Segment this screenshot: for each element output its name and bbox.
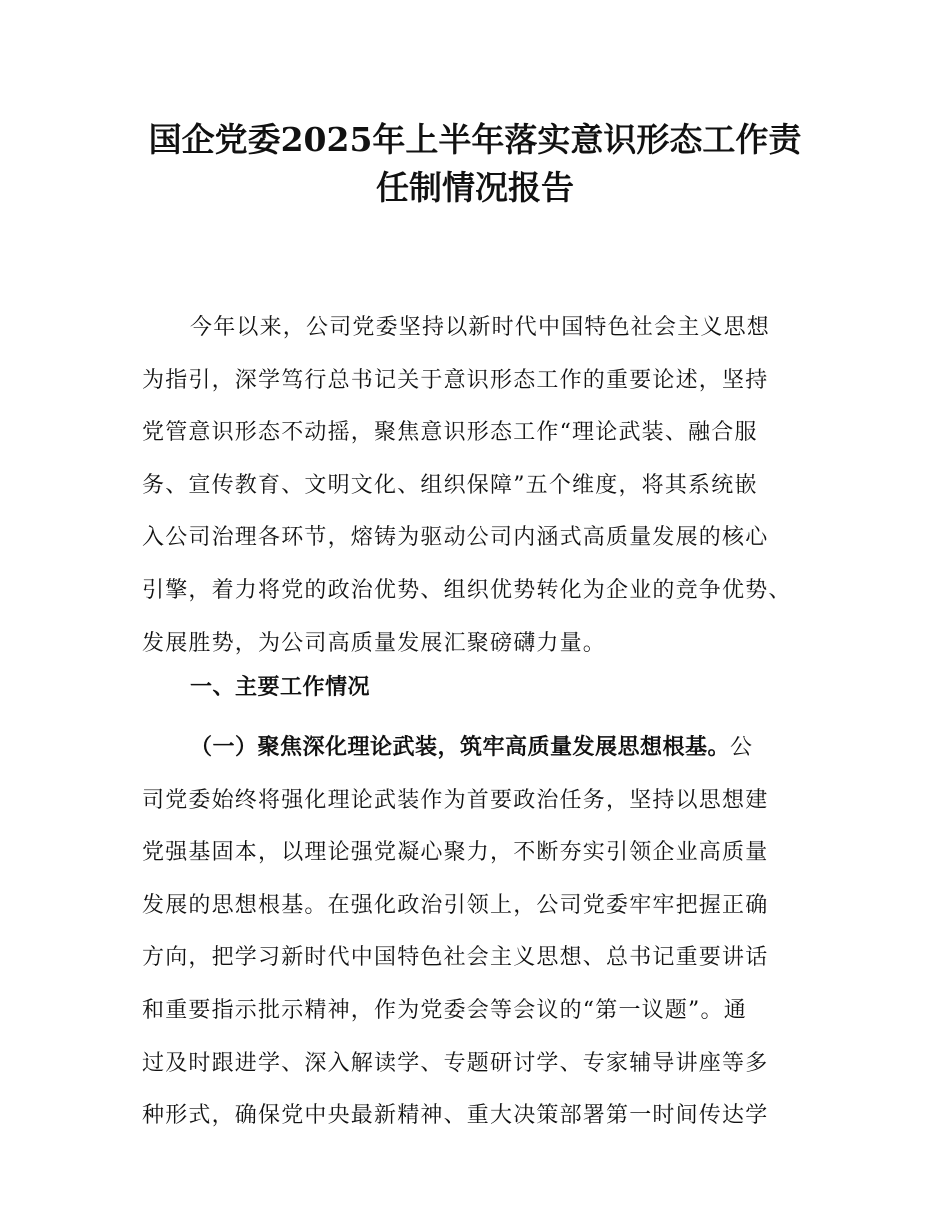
sub1-line: 司党委始终将强化理论武装作为首要政治任务，坚持以思想建: [142, 787, 769, 813]
document-title-line-1: 国企党委2025年上半年落实意识形态工作责: [148, 120, 802, 159]
intro-line: 入公司治理各环节，熔铸为驱动公司内涵式高质量发展的核心: [142, 525, 769, 551]
intro-line: 今年以来，公司党委坚持以新时代中国特色社会主义思想: [190, 315, 771, 340]
intro-line: 为指引，深学笃行总书记关于意识形态工作的重要论述，坚持: [142, 367, 769, 393]
sub1-line: 和重要指示批示精神，作为党委会等会议的“第一议题”。通: [142, 997, 747, 1023]
intro-paragraph: [142, 302, 822, 670]
intro-line: 务、宣传教育、文明文化、组织保障”五个维度，将其系统嵌: [142, 472, 758, 498]
sub1-line: 方向，把学习新时代中国特色社会主义思想、总书记重要讲话: [142, 945, 769, 971]
section-heading: 一、主要工作情况: [190, 675, 371, 700]
document-title-line-2: 任制情况报告: [376, 168, 574, 207]
sub1-line: 发展的思想根基。在强化政治引领上，公司党委牢牢把握正确: [142, 892, 769, 918]
subsection-heading: （一）聚焦深化理论武装，筑牢高质量发展思想根基。: [190, 735, 731, 760]
sub1-line: 种形式，确保党中央最新精神、重大决策部署第一时间传达学: [142, 1103, 769, 1129]
intro-line: 引擎，着力将党的政治优势、组织优势转化为企业的竞争优势、: [142, 577, 792, 603]
sub1-line: 党强基固本，以理论强党凝心聚力，不断夯实引领企业高质量: [142, 840, 769, 866]
intro-line: 发展胜势，为公司高质量发展汇聚磅礴力量。: [142, 630, 607, 656]
section1-sub1-paragraph: [142, 722, 822, 1143]
sub1-line: 过及时跟进学、深入解读学、专题研讨学、专家辅导讲座等多: [142, 1050, 769, 1076]
sub1-first-line: [142, 722, 822, 775]
sub1-line-tail: 公: [730, 735, 754, 760]
intro-line: 党管意识形态不动摇，聚焦意识形态工作“理论武装、融合服: [142, 420, 758, 446]
